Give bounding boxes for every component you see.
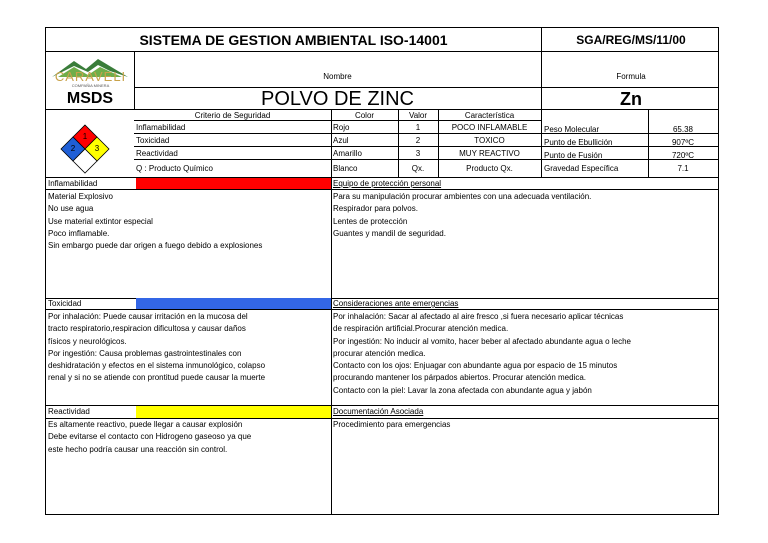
text-line: Es altamente reactivo, puede llegar a causar explosión <box>48 420 243 429</box>
toxicidad-text <box>48 311 265 385</box>
property-value: 720ºC <box>671 151 695 160</box>
criteria-row-valor: 2 <box>415 136 421 145</box>
criteria-row-label: Toxicidad <box>136 136 170 145</box>
emergencias-text <box>333 311 631 397</box>
criteria-header-valor: Valor <box>408 111 428 120</box>
text-line: No use agua <box>48 204 94 214</box>
diamond-reactivity: 3 <box>94 144 100 153</box>
text-line: Procedimiento para emergencias <box>333 420 451 429</box>
criteria-row-label: Inflamabilidad <box>136 123 186 132</box>
company-logo <box>48 53 133 87</box>
chemical-formula: Zn <box>620 89 642 109</box>
inflamabilidad-label: Inflamabilidad <box>48 179 98 188</box>
emergencias-label: Consideraciones ante emergencias <box>333 299 459 308</box>
criteria-row-caracteristica: POCO INFLAMABLE <box>451 123 528 132</box>
text-line: este hecho podría causar una reacción sin control. <box>48 444 228 454</box>
criteria-row-color: Azul <box>333 136 349 145</box>
text-line: Por ingestión: No inducir al vomito, hacer beber al afectado abundante agua o leche <box>333 336 631 346</box>
criteria-row-label: Q : Producto Químico <box>136 164 213 173</box>
text-line: físicos y neurológicos. <box>48 336 127 346</box>
property-value: 7.1 <box>677 164 689 173</box>
msds-label: MSDS <box>66 90 114 107</box>
criteria-header-color: Color <box>354 111 375 120</box>
text-line: procurando mantener los párpados abiertos. Procurar atención medica. <box>333 373 587 383</box>
text-line: Respirador para polvos. <box>333 204 418 214</box>
text-line: Por ingestión: Causa problemas gastrointestinales con <box>48 348 242 358</box>
criteria-row-caracteristica: TOXICO <box>474 136 505 145</box>
text-line: Material Explosivo <box>48 192 113 201</box>
toxicidad-color-bar <box>136 298 331 309</box>
criteria-row-valor: Qx. <box>411 164 425 173</box>
text-line: Guantes y mandil de seguridad. <box>333 228 446 238</box>
epp-text <box>333 191 591 240</box>
property-value: 907ºC <box>671 138 695 147</box>
inflamabilidad-text <box>48 191 262 252</box>
text-line: deshidratación y efectos en el sistema inmunológico, colapso <box>48 361 266 371</box>
document-code: SGA/REG/MS/11/00 <box>576 33 686 47</box>
diamond-flammability: 1 <box>82 132 88 141</box>
property-label: Gravedad Específica <box>544 164 619 173</box>
text-line: Poco imflamable. <box>48 228 110 238</box>
logo-name: CARAVELI <box>54 69 127 84</box>
text-line: Por inhalación: Puede causar irritación en la mucosa del <box>48 312 248 321</box>
text-line: Debe evitarse el contacto con Hidrogeno gaseoso ya que <box>48 432 252 442</box>
criteria-row-color: Rojo <box>333 123 350 132</box>
reactividad-color-bar <box>136 406 331 418</box>
criteria-row-valor: 3 <box>415 149 421 158</box>
criteria-row-caracteristica: Producto Qx. <box>466 164 513 173</box>
property-label: Punto de Fusión <box>544 151 603 160</box>
criteria-row-valor: 1 <box>415 123 421 132</box>
toxicidad-label: Toxicidad <box>48 299 82 308</box>
documentacion-label: Documentación Asociada <box>333 407 424 416</box>
text-line: Contacto con los ojos: Enjuagar con abundante agua por espacio de 15 minutos <box>333 361 618 371</box>
criteria-row-caracteristica: MUY REACTIVO <box>459 149 520 158</box>
criteria-row-label: Reactividad <box>136 149 178 158</box>
product-name: POLVO DE ZINC <box>261 88 414 110</box>
text-line: Por inhalación: Sacar al afectado al aire fresco ,si fuera necesario aplicar técnicas <box>333 312 624 321</box>
msds-sheet <box>45 27 719 515</box>
text-line: renal y si no se atiende con prontitud puede causar la muerte <box>48 373 266 383</box>
reactividad-text <box>48 419 251 456</box>
text-line: Sin embargo puede dar origen a fuego debido a explosiones <box>48 241 263 251</box>
nombre-label: Nombre <box>323 72 352 81</box>
property-label: Punto de Ebullición <box>544 138 613 147</box>
text-line: procurar atención medica. <box>333 348 426 358</box>
property-value: 65.38 <box>672 125 694 134</box>
criteria-row-color: Blanco <box>333 164 358 173</box>
epp-label: Equipo de protección personal <box>333 179 442 188</box>
inflamabilidad-color-bar <box>136 178 331 189</box>
text-line: Lentes de protección <box>333 216 408 226</box>
text-line: Contacto con la piel: Lavar la zona afectada con abundante agua y jabón <box>333 385 592 395</box>
property-label: Peso Molecular <box>544 125 600 134</box>
formula-label: Formula <box>616 72 646 81</box>
criteria-header-caracteristica: Característica <box>464 111 515 120</box>
text-line: Para su manipulación procurar ambientes con una adecuada ventilación. <box>333 192 592 201</box>
reactividad-label: Reactividad <box>48 407 90 416</box>
document-title: SISTEMA DE GESTION AMBIENTAL ISO-14001 <box>139 32 448 48</box>
documentacion-text <box>333 419 450 431</box>
diamond-health: 2 <box>70 144 76 153</box>
text-line: tracto respiratorio,respiracion dificultosa y causar daños <box>48 324 246 334</box>
text-line: Use material extintor especial <box>48 216 153 226</box>
criteria-row-color: Amarillo <box>333 149 362 158</box>
text-line: de respiración artificial.Procurar atención medica. <box>333 324 509 334</box>
logo-subtitle: COMPAÑIA MINERA <box>71 83 110 88</box>
criteria-header-criterio: Criterio de Seguridad <box>194 111 271 120</box>
